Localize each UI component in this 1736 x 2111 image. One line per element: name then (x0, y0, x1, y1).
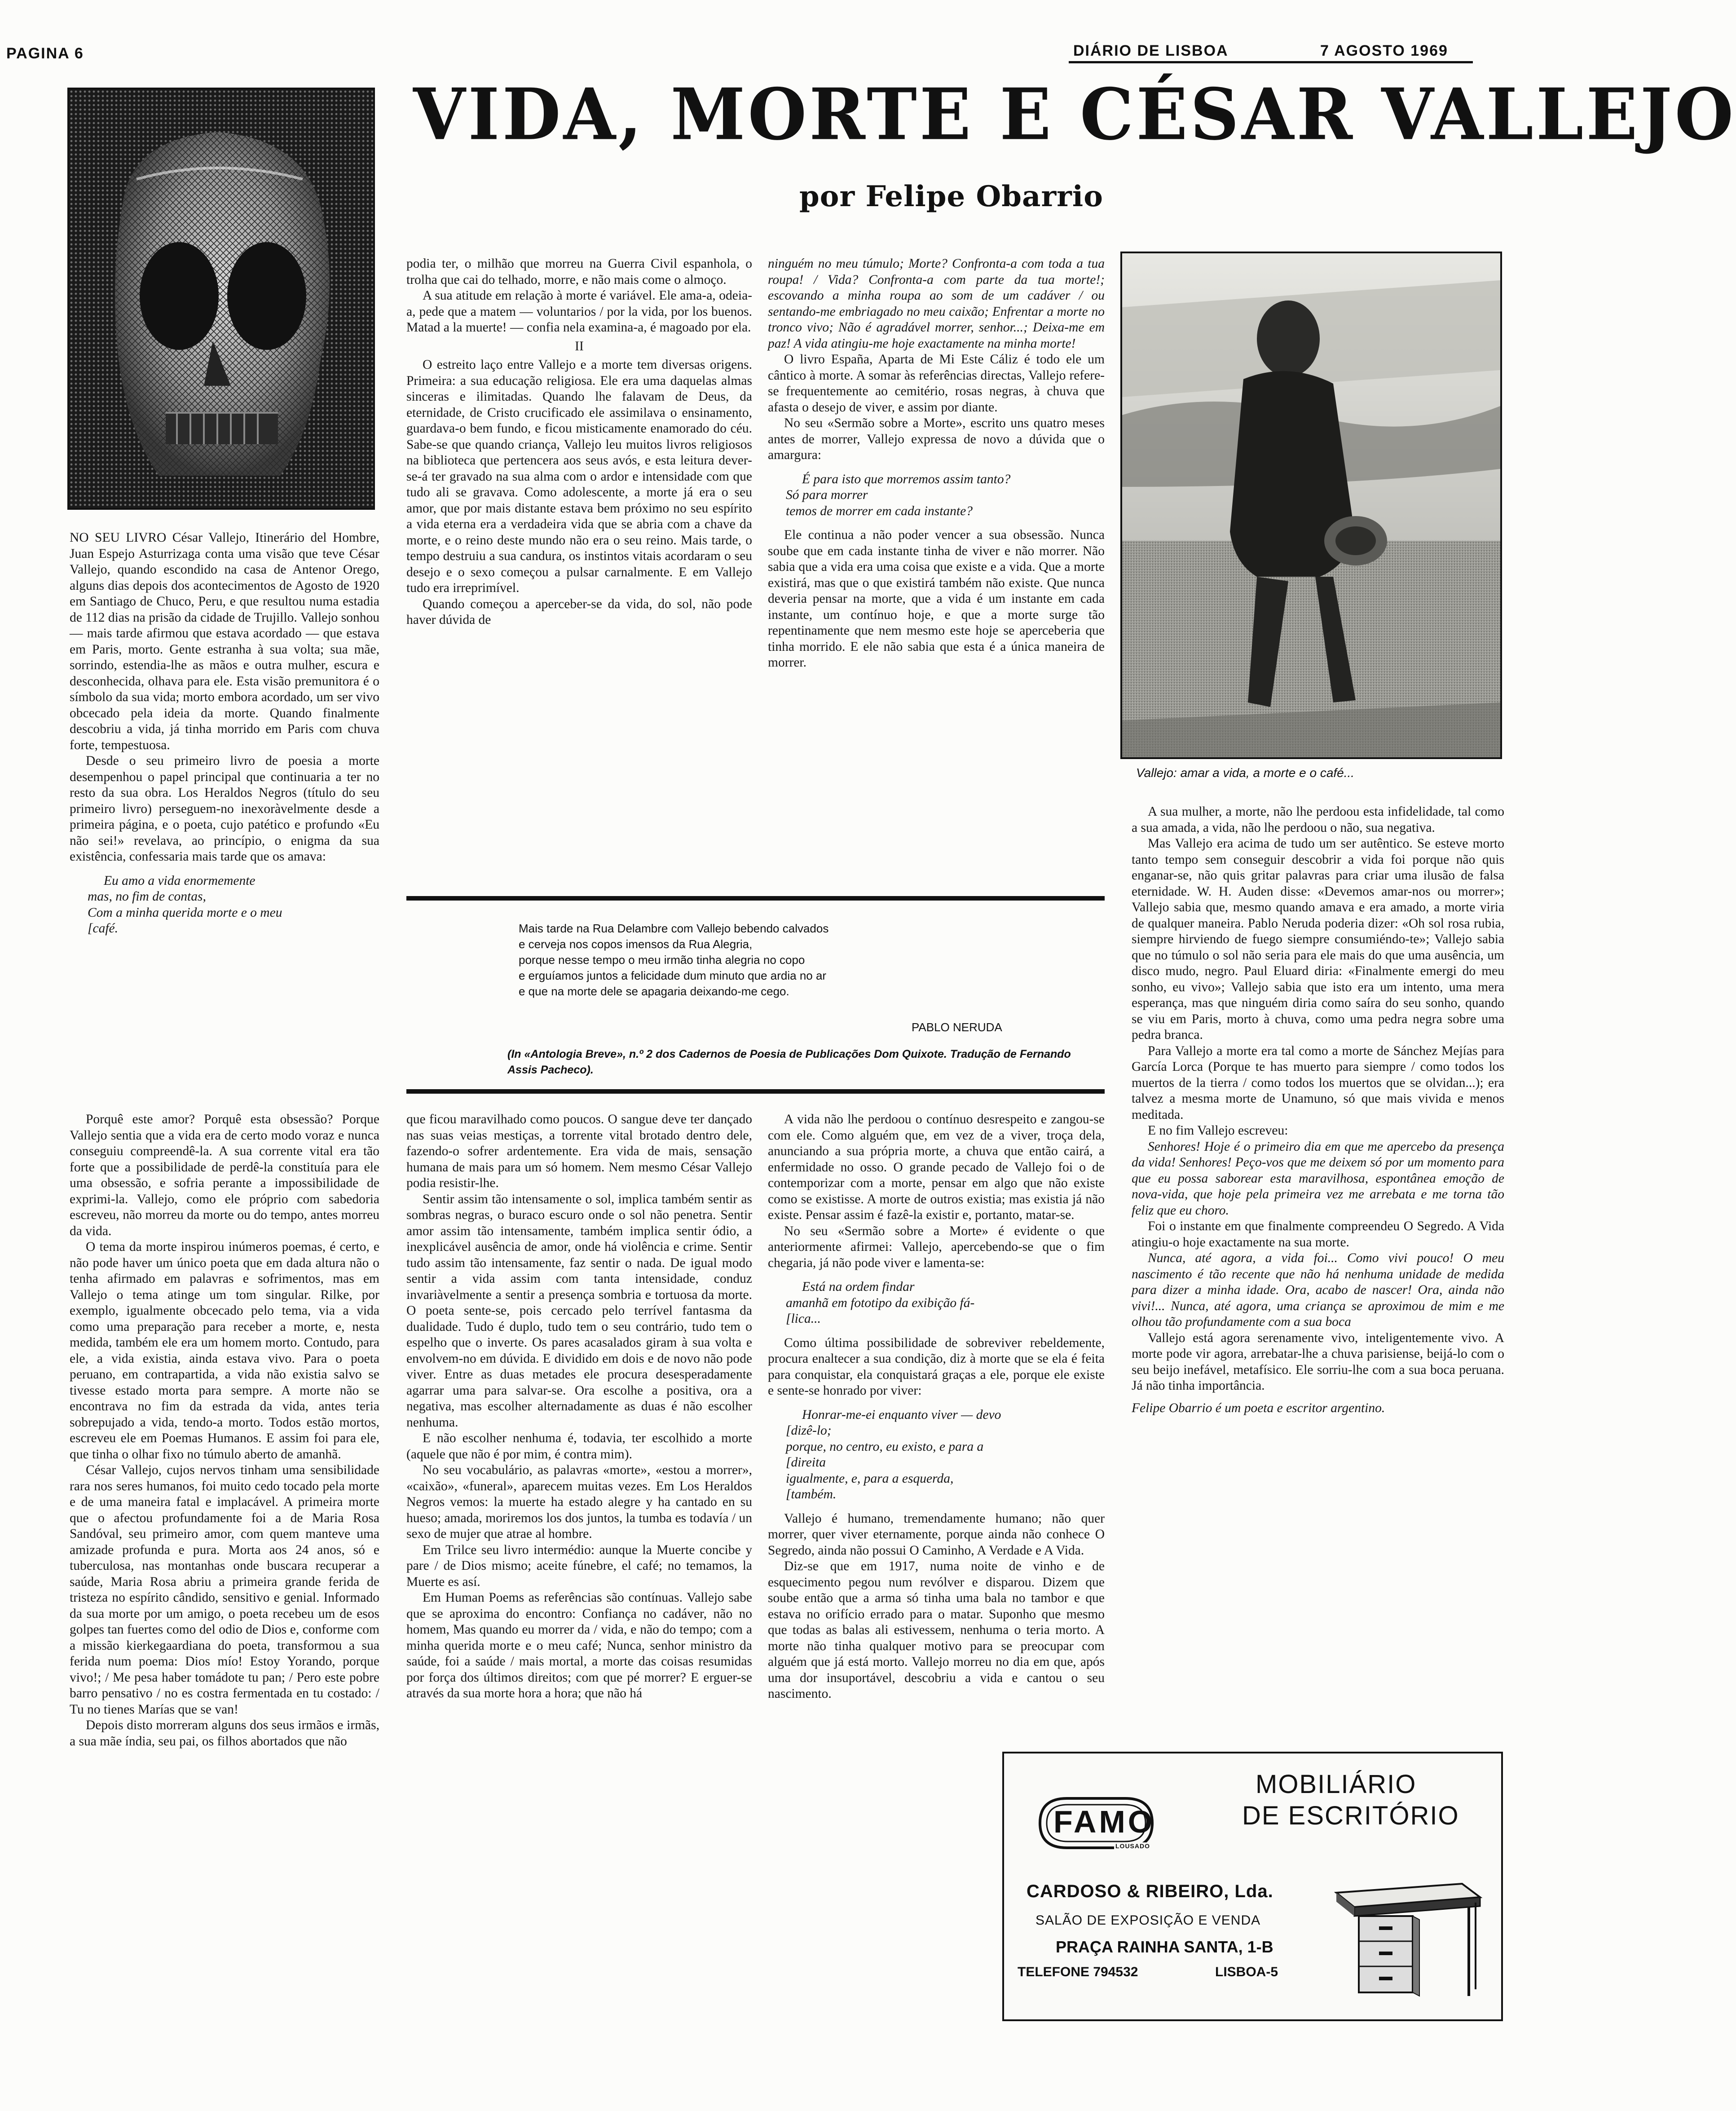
paragraph: A sua atitude em relação à morte é variável. Ele ama-a, odeia-a, pede que a matem — voluntarios / por la vida, por los buenos. Matad a la muerte! — confia nela examina-a, é magoado por ela. (406, 288, 752, 335)
ad-title-line2: DE ESCRITÓRIO (1242, 1801, 1459, 1830)
paragraph: O tema da morte inspirou inúmeros poemas, é certo, e não pode haver um único poeta que em dada altura não o tenha afirmado em palavras e sofrimentos, mas em Vallejo o tema atinge um tom singular. Rilke, por exemplo, igualmente obcecado pelo tema, via a vida como uma preparação para receber a morte, e, nesta medida, também ele era um homem morto. Contudo, para ele, a vida existia, ainda estava vivo. Para o poeta peruano, em contrapartida, a vida não existia salvo se tivesse estado morta para sempre. A morte não se encontrava no fim da estrada da vida, antes teria sobrepujado a vida, tendo-a morto. Todos estão mortos, escreveu ele em Poemas Humanos. E assim foi para ele, que tinha o olhar fixo no túmulo aberto de amanhã. (70, 1240, 379, 1462)
column-3-top (768, 256, 1105, 885)
ad-city: LISBOA-5 (1215, 1965, 1278, 1979)
column-2-bottom (406, 1112, 752, 2064)
paragraph: E não escolher nenhuma é, todavia, ter escolhido a morte (aquele que não é por mim, é contra mim). (406, 1431, 752, 1462)
column-4-bottom (1132, 804, 1504, 1743)
famo-logo-subtext: LOUSADO (1114, 1842, 1151, 1850)
header-rule (1069, 61, 1473, 63)
page-number: PAGINA 6 (6, 45, 84, 62)
vallejo-photo (1120, 252, 1502, 759)
ad-phone: TELEFONE 794532 (1018, 1965, 1138, 1979)
column-1-top (70, 530, 379, 1096)
paragraph: O estreito laço entre Vallejo e a morte tem diversas origens. Primeira: a sua educação religiosa. Ele era uma daquelas almas sinceras e ilimitadas. Quando lhe falavam de Deus, da eternidade, de Cristo crucificado ele assimilava o ensinamento, guardava-o bem fundo, e ficou misticamente enamorado do céu. Sabe-se que quando criança, Vallejo leu muitos livros religiosos na biblioteca que pertencera aos seus avós, e esta leitura dever-se-á ter gravado na sua alma com o ardor e intensidade com que tudo ali se gravava. Como adolescente, a morte já era o seu amor, que por mais distante estava bem próximo no seu espírito a vida eterna era a verdadeira vida que se abria com a chave da morte, e o reino deste mundo não era o seu reino. Mais tarde, o tempo destruiu a sua candura, os instintos vitais acordaram o seu desejo e o sexo começou a pulsar carnalmente. E em Vallejo tudo era irreprimível. (406, 358, 752, 595)
paragraph: Em Trilce seu livro intermédio: aunque la Muerte concibe y pare / de Dios mismo; aceite fúnebre, el café; no temamos, la Muerte es así. (406, 1542, 752, 1589)
paragraph: Vallejo é humano, tremendamente humano; não quer morrer, quer viver eternamente, porque ainda não conhece O Segredo, ainda não possui O Caminho, A Verdade e A Vida. (768, 1511, 1105, 1558)
famo-logo (1035, 1794, 1157, 1852)
furniture-advertisement (1002, 1752, 1503, 2021)
paragraph: Senhores! Hoje é o primeiro dia em que me apercebo da presença da vida! Senhores! Peço-vos que me deixem só por um momento para que eu possa saborear esta maravilhosa, espontânea emoção de nova-vida, que hoje pela primeira vez me arrebata e me torna tão feliz que eu choro. (1132, 1139, 1504, 1218)
paragraph: No seu vocabulário, as palavras «morte», «estou a morrer», «caixão», «funeral», aparecem muitas vezes. Em Los Heraldos Negros vemos: la muerte ha estado alegre y ha cantado en su hueso; amada, moriremos los dos juntos, la tumba es todavía / un sexo de mujer que atrae al hombre. (406, 1463, 752, 1541)
neruda-quote: Mais tarde na Rua Delambre com Vallejo bebendo calvados e cerveja nos copos imensos da Rua Alegria, porque nesse tempo o meu irmão tinha alegria no copo e erguíamos juntos a felicidade dum minuto que ardia no ar e que na morte dele se apagaria deixando-me cego. (519, 922, 829, 998)
famo-logo-text: FAMO (1053, 1804, 1155, 1839)
paragraph: O livro España, Aparta de Mi Este Cáliz é todo ele um cântico à morte. A somar às referências directas, Vallejo refere-se frequentemente ao cemitério, rosas negras, à chuva que afasta o desejo de viver, e assim por diante. (768, 352, 1105, 415)
ad-title-line1: MOBILIÁRIO (1256, 1770, 1417, 1799)
article-title: VIDA, MORTE E CÉSAR VALLEJO (413, 73, 1736, 156)
paragraph: ninguém no meu túmulo; Morte? Confronta-a com toda a tua roupa! / Vida? Confronta-a com parte da tua morte!; escovando a minha roupa ao som de um cadáver / ou sentando-me embriagado no meu caixão; Enfrentar a morte no tronco vivo; Não é agradável morrer, senhor...; Deixa-me em paz! A vida atingiu-me hoje exactamente na minha morte! (768, 256, 1105, 351)
paragraph: Desde o seu primeiro livro de poesia a morte desempenhou o papel principal que continuaria a ter no resto da sua obra. Los Heraldos Negros (título do seu primeiro livro) perseguem-no inexoràvelmente desde a primeira página, e o poeta, cujo patético e profundo «Eu não sei!» revelava, ao princípio, o enigma da sua existência, confessaria mais tarde que os amava: (70, 754, 379, 864)
paragraph: Diz-se que em 1917, numa noite de vinho e de esquecimento pegou num revólver e disparou. Dizem que soube então que a arma só tinha uma bala no tambor e que estava no orifício errado para o matar. Suponho que mesmo que todas as balas ali estivessem, nenhuma o teria morto. A morte não tinha qualquer motivo para se preocupar com alguém que já está morto. Vallejo morreu no dia em que, após uma dor insuportável, descobriu a vida e cantou o seu nascimento. (768, 1559, 1105, 1701)
paragraph: Sentir assim tão intensamente o sol, implica também sentir as sombras negras, o buraco escuro onde o sol não penetra. Sentir amor assim tão intensamente, também implica sentir ódio, a inexplicável ausência de amor, onde há violência e crime. Sentir tudo assim tão intensamente, faz sentir o nada. De igual modo sentir a vida assim com tanta intensidade, conduz invariàvelmente a sentir a presença sombria e tortuosa da morte. O poeta sente-se, pois cercado pelo terrível fantasma da dualidade. Tudo é duplo, tudo tem o seu contrário, tudo tem o espelho que o inverte. Os pares acasalados giram à sua volta e envolvem-no em dúvida. E dividido em dois e de novo não pode viver. Entre as duas metades ele procura desesperadamente agarrar uma para salvar-se. Ora escolhe a positiva, ora a negativa, mas escolher alternadamente as duas é não escolher nenhuma. (406, 1192, 752, 1430)
newspaper-name: DIÁRIO DE LISBOA (1073, 42, 1229, 59)
paragraph: Quando começou a aperceber-se da vida, do sol, não pode haver dúvida de (406, 596, 752, 627)
author-note: Felipe Obarrio é um poeta e escritor argentino. (1132, 1400, 1385, 1415)
neruda-source: (In «Antologia Breve», n.º 2 dos Cadernos de Poesia de Publicações Dom Quixote. Tradução de Fernando Assis Pacheco). (507, 1048, 1071, 1076)
paragraph: Em Human Poems as referências são contínuas. Vallejo sabe que se aproxima do encontro: Confiança no cadáver, não no homem, Mas quando eu morrer da / vida, e não do tempo; com a minha querida morte e o meu café; Nunca, senhor ministro da saúde, foi a saúde / mais mortal, a morte das coisas resumidas por força dos últimos direitos; com que pé morrer? E erguer-se através da sua morte hora a hora; que não há (406, 1590, 752, 1700)
intro-paragraph: NO SEU LIVRO César Vallejo, Itinerário del Hombre, Juan Espejo Asturrizaga conta uma visão que teve César Vallejo, quando escondido na casa de Antenor Orego, alguns dias depois dos acontecimentos de Agosto de 1920 em Santiago de Chuco, Peru, e que resultou numa estadia de 112 dias na prisão da cidade de Trujillo. Vallejo sonhou — mais tarde afirmou que estava acordado — que estava em Paris, morto. Gente estranha à sua volta; sua mãe, sorrindo, estendia-lhe as mãos e outra mulher, escura e desconhecida, olhava para ele. Esta visão premunitora é o símbolo da sua vida; morto embora acordado, um ser vivo obcecado pela ideia da morte. Quando finalmente descobriu a vida, já tinha morrido em Paris com chuva forte, tempestuosa. (70, 530, 379, 752)
neruda-author: PABLO NERUDA (912, 1020, 1002, 1034)
issue-date: 7 AGOSTO 1969 (1320, 42, 1448, 59)
paragraph: A vida não lhe perdoou o contínuo desrespeito e zangou-se com ele. Como alguém que, em vez de a viver, troça dela, anunciando a sua própria morte, a chuva que então cairá, a enfermidade no osso. O grande pecado de Vallejo foi o de contemporizar com a morte, pensar em algo que não existe como se existisse. A morte de outros existia; mas existia já não existe. Pensar assim é fazê-la existir e, portanto, matar-se. (768, 1112, 1105, 1222)
neruda-box-bottom-rule (406, 1089, 1105, 1094)
paragraph: No seu «Sermão sobre a Morte», escrito uns quatro meses antes de morrer, Vallejo expressa de novo a dúvida que o amargura: (768, 416, 1105, 462)
verse: Eu amo a vida enormemente mas, no fim de contas, Com a minha querida morte e o meu [café. (88, 873, 282, 936)
ad-showroom: SALÃO DE EXPOSIÇÃO E VENDA (1035, 1913, 1261, 1928)
skull-mask-photo (67, 88, 375, 510)
paragraph: Para Vallejo a morte era tal como a morte de Sánchez Mejías para García Lorca (Porque te has muerto para siempre / como todos los muertos de la tierra / como todos los muertos que se olvidan...); era talvez a mesma morte de Unamuno, só que mais vivida e menos meditada. (1132, 1043, 1504, 1122)
paragraph: Vallejo está agora serenamente vivo, inteligentemente vivo. A morte pode vir agora, arrebatar-lhe a chuva parisiense, beijá-lo com o seu beijo inefável, metafísico. Ele sorriu-lhe com a sua boca peruana. Já não tinha importância. (1132, 1330, 1504, 1393)
paragraph: Foi o instante em que finalmente compreendeu O Segredo. A Vida atingiu-o hoje exactamente na sua morte. (1132, 1219, 1504, 1250)
paragraph: Mas Vallejo era acima de tudo um ser autêntico. Se esteve morto tanto tempo sem conseguir descobrir a vida foi porque não quis enganar-se, não quis gritar palavras para criar uma ilusão de falsa eternidade. W. H. Auden disse: «Devemos amar-nos ou morrer»; Vallejo sabia que, mesmo quando amava e era amado, a morte viria de qualquer maneira. Pablo Neruda poderia dizer: «Oh sol rosa rubia, siempre hirviendo de fuego siempre consumiéndo-te»; Vallejo sabia que no túmulo o sol não seria para ele mais do que uma ausência, um disco mudo, negro. Paul Eluard diria: «Finalmente emergi do meu sonho, eu vivo»; Vallejo sabia que isto era um intento, uma mera esperança, mas que ninguém diria como saíra do seu sonho, quando se viu em Paris, morto à chuva, como uma pedra negra sobre uma pedra branca. (1132, 836, 1504, 1042)
desk-illustration (1327, 1866, 1489, 2009)
verse: Está na ordem findar amanhã em fototipo da exibição fá- [lica... (786, 1280, 975, 1326)
paragraph: que ficou maravilhado como poucos. O sangue deve ter dançado nas suas veias mestiças, a torrente vital brotado dentro dele, fazendo-o sofrer ardentemente. Era vida de mais, sensação humana de mais para um só homem. Nem mesmo César Vallejo podia resistir-lhe. (406, 1112, 752, 1190)
section-number: II (575, 339, 584, 353)
verse: É para isto que morremos assim tanto? Só para morrer temos de morrer em cada instante? (786, 472, 1011, 518)
paragraph: Porquê este amor? Porquê esta obsessão? Porque Vallejo sentia que a vida era de certo modo voraz e nunca conseguiu compreendê-la. A sua corrente vital era tão forte que a possibilidade de perdê-la constituía para ele uma obsessão, e sofria perante a impossibilidade de exprimi-la. Vallejo, como ele próprio com sabedoria escreveu, não morreu da morte ou do tempo, antes morreu da vida. (70, 1112, 379, 1238)
vallejo-photo-caption: Vallejo: amar a vida, a morte e o café... (1136, 766, 1355, 780)
paragraph: Como última possibilidade de sobreviver rebeldemente, procura enaltecer a sua condição, diz à morte que se ela é feita para conquistar, ela conquistará graças a ele, porque ele existe e sente-se honrado por viver: (768, 1335, 1105, 1398)
column-2-top (406, 256, 752, 885)
paragraph: podia ter, o milhão que morreu na Guerra Civil espanhola, o trolha que cai do telhado, morre, e não mais come o almoço. (406, 256, 752, 287)
article-byline: por Felipe Obarrio (799, 180, 1103, 213)
paragraph: Depois disto morreram alguns dos seus irmãos e irmãs, a sua mãe índia, seu pai, os filhos abortados que não (70, 1718, 379, 1749)
paragraph: Ele continua a não poder vencer a sua obsessão. Nunca soube que em cada instante tinha de viver e não morrer. Não sabia que a vida era uma coisa que existe e a vida. Que a morte existirá, mas que o que existirá também não existe. Que nunca deveria pensar na morte, que a vida é um instante em cada instante, um contínuo hoje, e que a morte surge tão repentinamente que nem mesmo este hoje se aperceberia que tinha morrido. E ele não sabia que esta é a única maneira de morrer. (768, 528, 1105, 670)
ad-address: PRAÇA RAINHA SANTA, 1-B (1056, 1938, 1273, 1956)
paragraph: César Vallejo, cujos nervos tinham uma sensibilidade rara nos seres humanos, foi muito cedo tocado pela morte e de uma maneira fatal e implacável. A primeira morte que o afectou profundamente foi a de Maria Rosa Sandóval, seu primeiro amor, com quem manteve uma amizade profunda e pura. Morta aos 24 anos, só e tuberculosa, nas montanhas onde buscara recuperar a saúde, Maria Rosa abriu a primeira grande ferida de tristeza no espírito cândido, sensitivo e genial. Informado da sua morte por um amigo, o poeta recebeu um de esos golpes tan fuertes como del odio de Dios e, conforme com a missão kierkegaardiana do poeta, transformou a sua ferida num poema: Dios mío! Estoy Yorando, porque vivo!; / Me pesa haber tomádote tu pan; / Pero este pobre barro pensativo / no es costra fermentada en tu costado: / Tu no tienes Marías que se van! (70, 1463, 379, 1717)
verse: Honrar-me-ei enquanto viver — devo [dizê-lo; porque, no centro, eu existo, e para a [direita igualmente, e, para a esquerda, [também. (786, 1407, 1001, 1502)
column-1-bottom (70, 1112, 379, 2064)
paragraph: A sua mulher, a morte, não lhe perdoou esta infidelidade, tal como a sua amada, a vida, não lhe perdoou o não, sua negativa. (1132, 804, 1504, 835)
paragraph: Nunca, até agora, a vida foi... Como vivi pouco! O meu nascimento é tão recente que não há nenhuma unidade de medida para dizer a minha idade. Ora, acabo de nascer! Ora, ainda não vivi!... Nunca, até agora, uma criança se aproximou de mim e me olhou tão profundamente com a sua boca (1132, 1251, 1504, 1329)
neruda-box-top-rule (406, 896, 1105, 901)
ad-company: CARDOSO & RIBEIRO, Lda. (1027, 1881, 1273, 1901)
paragraph: No seu «Sermão sobre a Morte» é evidente o que anteriormente afirmei: Vallejo, apercebendo-se que o fim chegaria, já não pode viver e lamenta-se: (768, 1223, 1105, 1270)
paragraph: E no fim Vallejo escreveu: (1148, 1123, 1288, 1138)
